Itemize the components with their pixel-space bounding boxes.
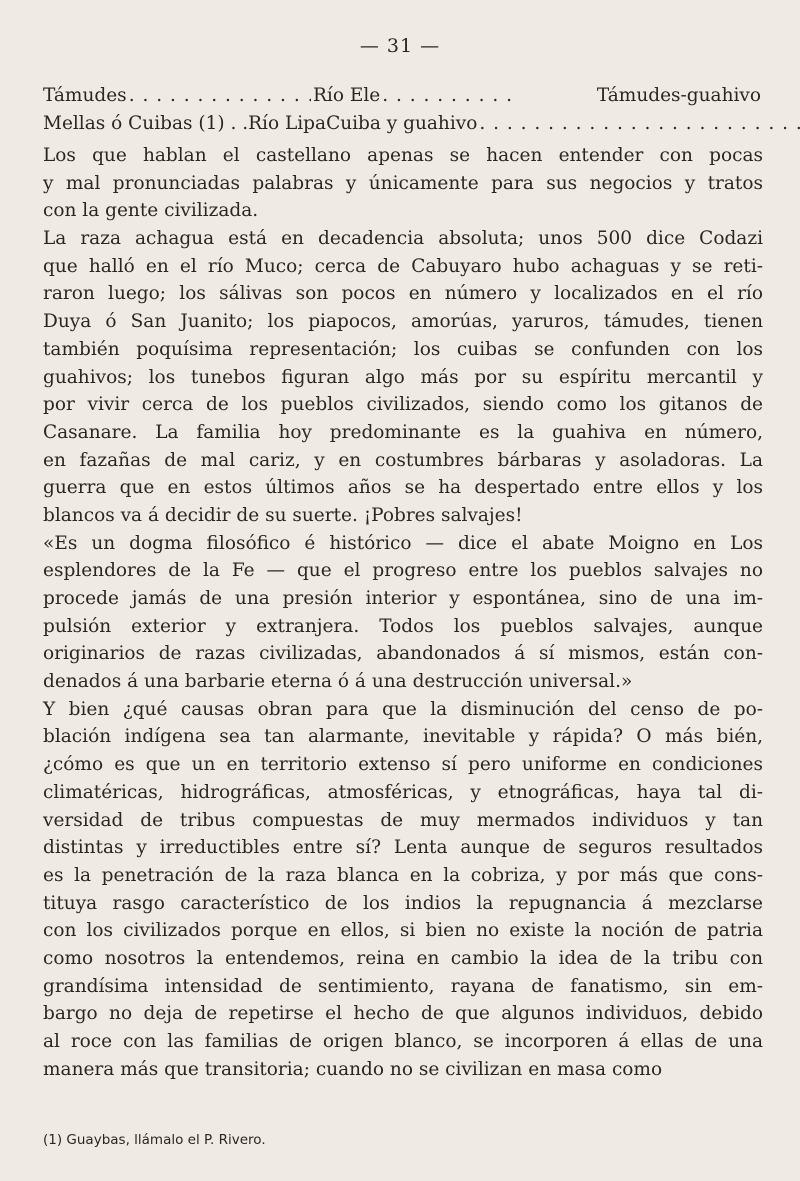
leader-dots bbox=[129, 85, 311, 106]
text-line: originarios de razas civilizadas, abandonados á sí mismos, están con- bbox=[43, 643, 763, 665]
text-line: ¿cómo es que un en territorio extenso sí pero uniforme en condiciones bbox=[43, 754, 763, 776]
text-line: blancos va á decidir de su suerte. ¡Pobres salvajes! bbox=[43, 504, 523, 526]
text-line: tituya rasgo característico de los indios la repugnancia á mezclarse bbox=[43, 892, 763, 914]
text-line: manera más que transitoria; cuando no se civilizan en masa como bbox=[43, 1058, 663, 1080]
text-line: La raza achagua está en decadencia absoluta; unos 500 dice Codazi bbox=[43, 228, 763, 250]
text-line: y mal pronunciadas palabras y únicamente para sus negocios y tratos bbox=[43, 172, 763, 194]
text-line: es la penetración de la raza blanca en la cobriza, y por más que cons- bbox=[43, 864, 763, 886]
text-line: guahivos; los tunebos figuran algo más por su espíritu mercantil y bbox=[43, 366, 763, 388]
text-line: raron luego; los sálivas son pocos en número y localizados en el río bbox=[43, 283, 763, 305]
leader-dots bbox=[382, 85, 511, 106]
text-line: Y bien ¿qué causas obran para que la disminución del censo de po- bbox=[43, 698, 763, 720]
text-line: climatéricas, hidrográficas, atmosféricas, y etnográficas, haya tal di- bbox=[43, 781, 763, 803]
text-line: guerra que en estos últimos años se ha despertado entre ellos y los bbox=[43, 477, 763, 499]
language-family: Támudes-guahivo bbox=[596, 85, 761, 106]
page-number: — 31 — bbox=[359, 35, 441, 57]
river-name: Río Lipa bbox=[248, 113, 327, 134]
language-family: Cuiba y guahivo bbox=[326, 113, 478, 134]
text-line: con los civilizados porque en ellos, si bien no existe la noción de patria bbox=[43, 920, 763, 942]
text-line: por vivir cerca de los pueblos civilizados, siendo como los gitanos de bbox=[43, 394, 763, 416]
text-line: distintas y irreductibles entre sí? Lenta aunque de seguros resultados bbox=[43, 837, 763, 859]
text-line: con la gente civilizada. bbox=[43, 200, 259, 222]
text-line: como nosotros la entendemos, reina en cambio la idea de la tribu con bbox=[43, 947, 763, 969]
text-line: Casanare. La familia hoy predominante es la guahiva en número, bbox=[43, 421, 763, 443]
text-line: grandísima intensidad de sentimiento, rayana de fanatismo, sin em- bbox=[43, 975, 763, 997]
text-line: al roce con las familias de origen blanco, se incorporen á ellas de una bbox=[43, 1031, 763, 1052]
text-line: en fazañas de mal cariz, y en costumbres bárbaras y asoladoras. La bbox=[43, 449, 763, 471]
body-text bbox=[43, 142, 763, 1083]
tribe-table-row-1 bbox=[43, 85, 761, 106]
tribe-name: Mellas ó Cuibas (1) . . bbox=[43, 113, 249, 134]
tribe-table-row-2 bbox=[43, 113, 761, 134]
text-line: que halló en el río Muco; cerca de Cabuyaro hubo achaguas y se reti- bbox=[43, 255, 763, 277]
text-line: bargo no deja de repetirse el hecho de que algunos individuos, debido bbox=[43, 1003, 763, 1025]
text-line: procede jamás de una presión interior y espontánea, sino de una im- bbox=[43, 588, 763, 609]
river-name: Río Ele bbox=[313, 85, 381, 106]
text-line: denados á una barbarie eterna ó á una destrucción universal.» bbox=[43, 671, 633, 693]
text-line: blación indígena sea tan alarmante, inevitable y rápida? O más bién, bbox=[43, 726, 763, 748]
text-line: Los que hablan el castellano apenas se hacen entender con pocas bbox=[43, 145, 763, 166]
text-line: Duya ó San Juanito; los piapocos, amorúas, yaruros, támudes, tienen bbox=[43, 311, 763, 333]
text-line: versidad de tribus compuestas de muy mermados individuos y tan bbox=[43, 809, 763, 831]
footnote: (1) Guaybas, llámalo el P. Rivero. bbox=[43, 1132, 266, 1148]
text-line: esplendores de la Fe — que el progreso entre los pueblos salvajes no bbox=[43, 560, 763, 582]
text-line: también poquísima representación; los cuibas se confunden con los bbox=[43, 338, 763, 360]
leader-dots bbox=[479, 113, 800, 134]
text-line: «Es un dogma filosófico é histórico — dice el abate Moigno en Los bbox=[43, 532, 763, 554]
text-line: pulsión exterior y extranjera. Todos los pueblos salvajes, aunque bbox=[43, 615, 763, 637]
tribe-name: Támudes bbox=[43, 85, 127, 106]
